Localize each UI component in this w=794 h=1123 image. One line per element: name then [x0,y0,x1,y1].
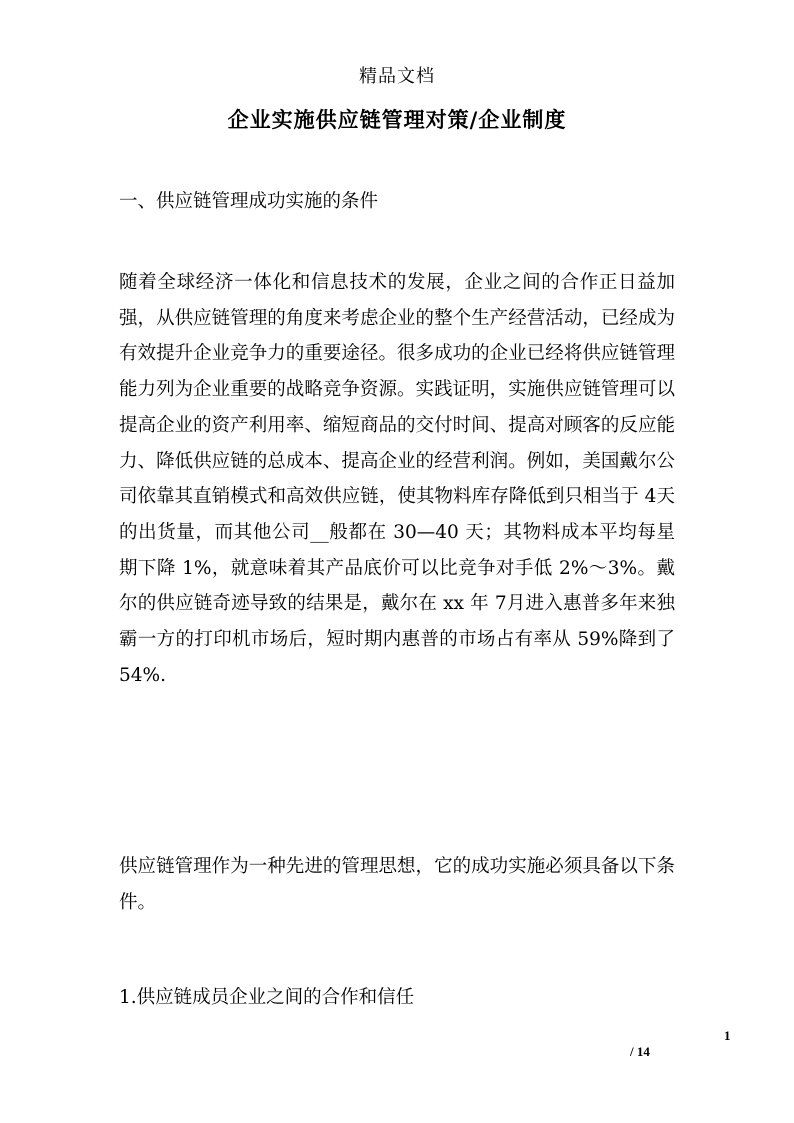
page-header-label: 精品文档 [359,66,435,87]
page-number: 1 [724,1028,731,1043]
body-paragraph-2: 供应链管理作为一种先进的管理思想，它的成功实施必须具备以下条件。 [119,856,675,913]
section-heading: 一、供应链管理成功实施的条件 [119,191,379,212]
page-total: / 14 [630,1044,650,1059]
body-paragraph-1: 随着全球经济一体化和信息技术的发展，企业之间的合作正日益加强，从供应链管理的角度来考虑企业的整个生产经营活动，已经成为有效提升企业竞争力的重要途径。很多成功的企业已经将供应链管理能力列为企业重要的战略竞争资源。实践证明，实施供应链管理可以提高企业的资产利用率、缩短商品的交付时间、提高对顾客的反应能力、降低供应链的总成本、提高企业的经营利润。例如，美国戴尔公司依靠其直销模式和高效供应链，使其物料库存降低到只相当于 4天的出货量，而其他公司__般都在 30—40 天；其物料成本平均每星期下降 1%，就意味着其产品底价可以比竞争对手低 2%～3%。戴尔的供应链奇迹导致的结果是，戴尔在 xx 年 7月进入惠普多年来独霸一方的打印机市场后，短时期内惠普的市场占有率从 59%降到了 54%. [119,272,675,686]
subheading-1: 1.供应链成员企业之间的合作和信任 [119,987,415,1008]
document-title: 企业实施供应链管理对策/企业制度 [227,107,567,132]
